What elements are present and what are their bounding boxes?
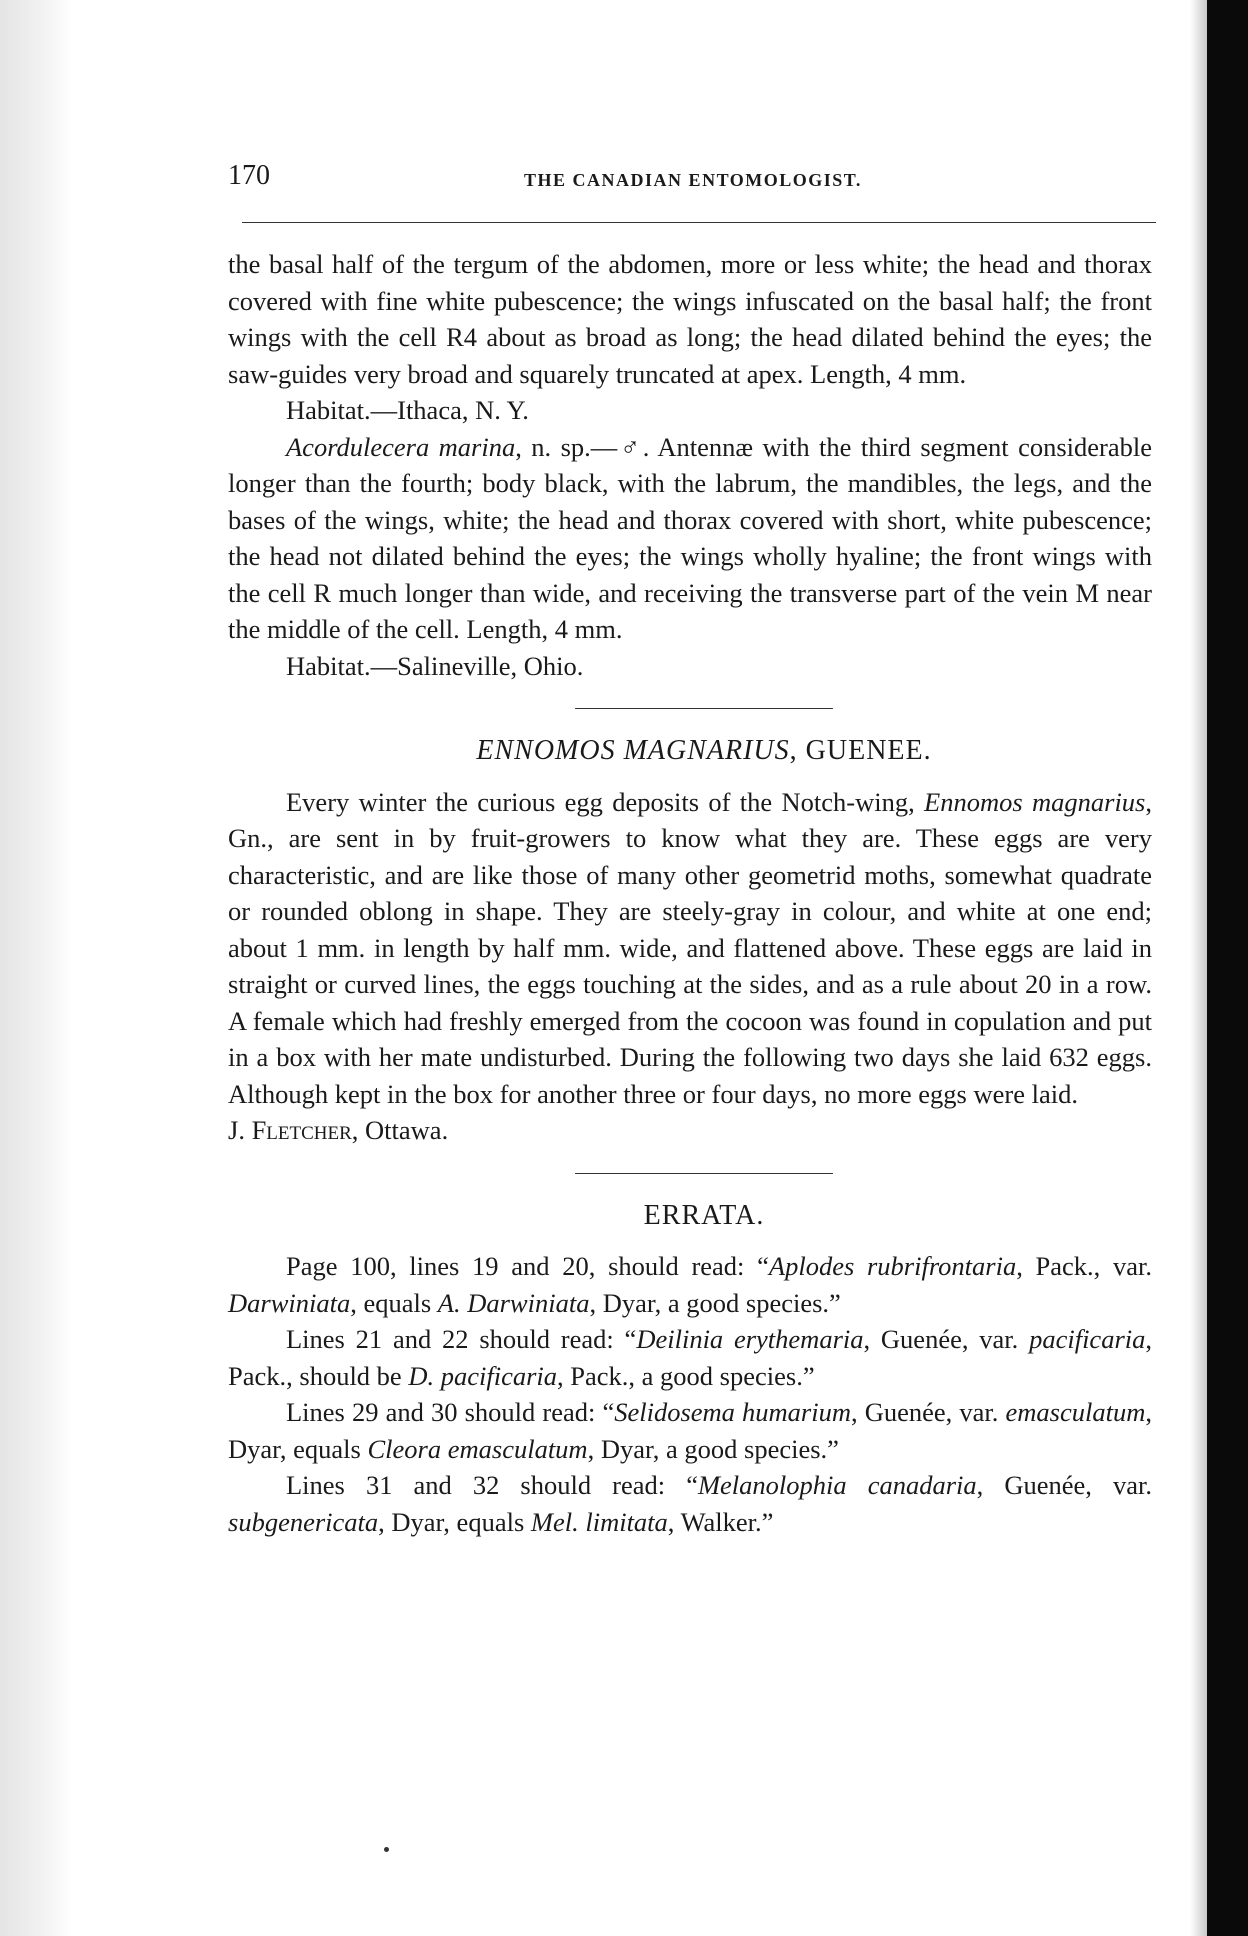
continuation-paragraph: the basal half of the tergum of the abdomen, more or less white; the head and thorax covered with fine white pubescence; the wings infuscated on the basal half; the front wings with the cell R4 about as broad as long; the head dilated behind the eyes; the saw-guides very broad and squarely truncated at apex. Length, 4 mm. xyxy=(228,249,1152,389)
ennomos-species-name: Ennomos magnarius xyxy=(924,786,1146,817)
running-head: THE CANADIAN ENTOMOLOGIST. xyxy=(524,170,862,190)
errata-text: Lines 29 and 30 should read: “ xyxy=(286,1397,615,1427)
ennomos-title xyxy=(242,733,1166,770)
errata-variety: Darwiniata xyxy=(228,1287,351,1318)
errata-text: , Guenée, var. xyxy=(851,1397,1006,1427)
errata-text: , Walker.” xyxy=(667,1506,774,1537)
ennomos-title-italic: ENNOMOS MAGNARIUS xyxy=(476,735,790,766)
section-divider xyxy=(575,708,833,709)
errata-variety: subgenericata xyxy=(228,1506,379,1537)
ennomos-text-start: Every winter the curious egg deposits of the Notch-wing, xyxy=(286,786,925,817)
errata-text: , Dyar, equals xyxy=(378,1506,531,1537)
errata-item xyxy=(228,1394,1152,1467)
errata-item xyxy=(228,1321,1152,1394)
errata-species: Mel. limitata xyxy=(530,1506,668,1537)
errata-variety: pacificaria xyxy=(1029,1324,1146,1354)
errata-text: , Dyar, a good species.” xyxy=(589,1287,841,1318)
errata-title: ERRATA. xyxy=(643,1199,765,1231)
author-place: , Ottawa. xyxy=(351,1115,449,1145)
errata-text: , Dyar, equals xyxy=(228,1397,1152,1464)
ennomos-title-rest: , GUENEE. xyxy=(789,735,932,766)
errata-text: , equals xyxy=(350,1287,438,1318)
habitat-salineville: Habitat.—Salineville, Ohio. xyxy=(286,650,584,681)
page-number: 170 xyxy=(228,160,270,191)
errata-species: Aplodes rubrifrontaria xyxy=(768,1251,1017,1281)
errata-species: D. pacificaria xyxy=(408,1360,558,1391)
errata-text: , Guenée, var. xyxy=(976,1470,1152,1500)
errata-species: Cleora emasculatum xyxy=(367,1433,588,1464)
page-body xyxy=(228,246,1152,1540)
habitat-ithaca: Habitat.—Ithaca, N. Y. xyxy=(286,395,529,425)
male-symbol: ♂ xyxy=(617,431,643,462)
ennomos-text-rest: , Gn., are sent in by fruit-growers to know what they are. These eggs are very characteristic, and are like those of many other geometrid moths, somewhat quadrate or rounded oblong in shape. They are steely-gray in colour, and white at one end; about 1 mm. in length by half mm. wide, and flattened above. These eggs are laid in straight or curved lines, the eggs touching at the sides, and as a rule about 20 in a row. A female which had freshly emerged from the cocoon was found in copulation and put in a box with her mate undisturbed. During the following two days she laid 632 eggs. Although kept in the box for another three or four days, no more eggs were laid. xyxy=(228,786,1152,1109)
author-signature xyxy=(228,1112,1152,1149)
species-description: . Antennæ with the third segment considerable longer than the fourth; body black, with the labrum, the mandibles, the legs, and the bases of the wings, white; the head and thorax covered with short, white pubescence; the head not dilated behind the eyes; the wings wholly hyaline; the front wings with the cell R much longer than wide, and receiving the transverse part of the vein M near the middle of the cell. Length, 4 mm. xyxy=(228,431,1152,644)
print-speck xyxy=(384,1847,389,1852)
errata-text: Lines 31 and 32 should read: “ xyxy=(286,1470,698,1500)
errata-species: Deilinia erythemaria xyxy=(636,1324,864,1354)
errata-species: Melanolophia canadaria xyxy=(697,1470,977,1500)
errata-text: Lines 21 and 22 should read: “ xyxy=(286,1324,637,1354)
errata-item xyxy=(228,1467,1152,1540)
errata-text: , Pack., var. xyxy=(1016,1251,1153,1281)
errata-text: , Guenée, var. xyxy=(863,1324,1030,1354)
errata-variety: emasculatum xyxy=(1005,1397,1146,1427)
author-name: J. Fletcher xyxy=(228,1115,352,1145)
errata-text: , Pack., should be xyxy=(228,1324,1152,1391)
species-paragraph xyxy=(228,429,1152,648)
page-header xyxy=(228,156,1158,200)
errata-text: Page 100, lines 19 and 20, should read: “ xyxy=(286,1251,769,1281)
errata-text: , Pack., a good species.” xyxy=(557,1360,815,1391)
errata-species: A. Darwiniata xyxy=(437,1287,590,1318)
species-name: Acordulecera marina xyxy=(286,431,516,462)
errata-text: , Dyar, a good species.” xyxy=(587,1433,839,1464)
species-designation: , n. sp.— xyxy=(515,431,618,462)
section-divider xyxy=(575,1173,833,1174)
errata-species: Selidosema humarium xyxy=(614,1397,851,1427)
errata-item xyxy=(228,1248,1152,1321)
ennomos-paragraph xyxy=(228,784,1152,1113)
header-rule xyxy=(242,222,1156,223)
